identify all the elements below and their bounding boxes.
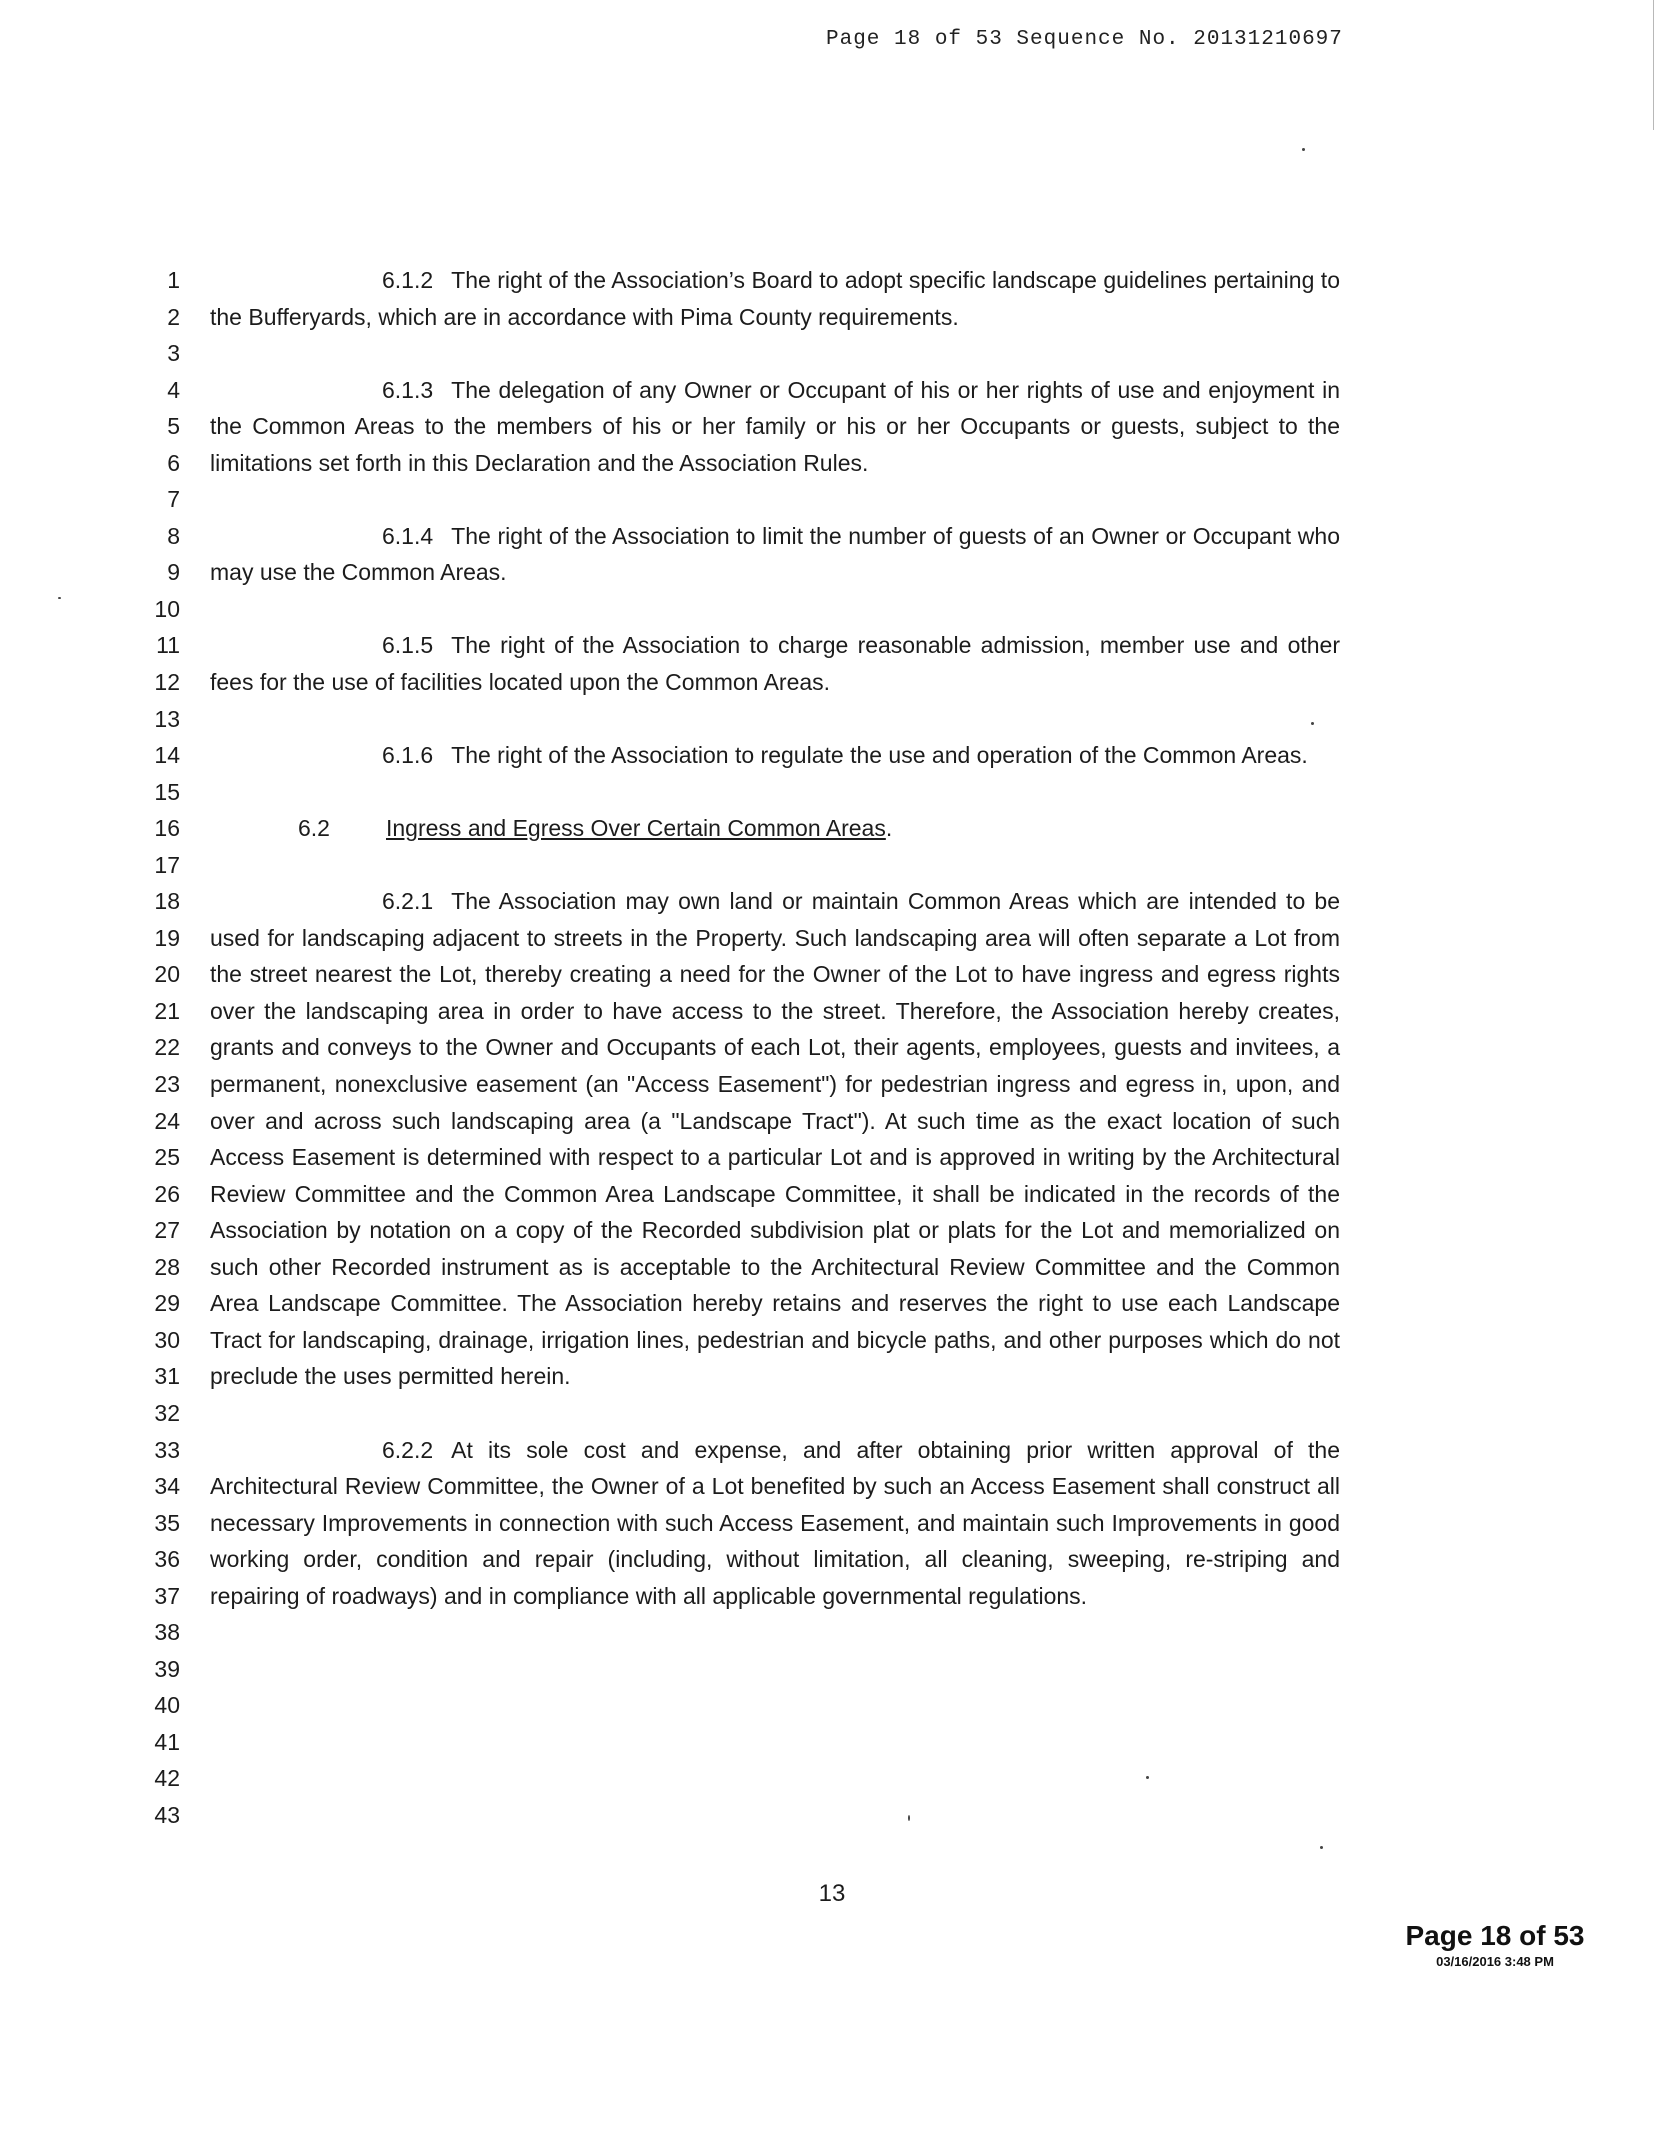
section-6-1-6 bbox=[210, 737, 1340, 774]
line-number: 33 bbox=[154, 1436, 180, 1463]
line-number: 5 bbox=[167, 413, 180, 440]
section-number: 6.1.2 bbox=[382, 267, 434, 293]
section-number: 6.1.6 bbox=[382, 742, 434, 769]
scan-speck bbox=[908, 1815, 910, 1821]
section-text: The delegation of any Owner or Occupant of his or her rights of use and enjoyment in the Common Areas to the members of his or her family or his or her Occupants or guests, subject to the limitations set forth in this Declaration and the Association Rules. bbox=[210, 376, 1340, 476]
section-number: 6.1.3 bbox=[382, 376, 434, 403]
line-number: 41 bbox=[154, 1728, 180, 1755]
section-text: The right of the Association to charge reasonable admission, member use and other fees for the use of facilities located upon the Common Areas. bbox=[210, 632, 1340, 696]
line-number: 39 bbox=[154, 1655, 180, 1682]
line-number: 21 bbox=[154, 997, 180, 1024]
section-number: 6.1.4 bbox=[382, 522, 434, 549]
section-6-2-2 bbox=[210, 1432, 1340, 1615]
line-number: 16 bbox=[154, 815, 180, 842]
scan-edge-line bbox=[1653, 0, 1654, 130]
line-number: 3 bbox=[167, 340, 180, 367]
line-number: 15 bbox=[154, 778, 180, 805]
sequence-header: Page 18 of 53 Sequence No. 20131210697 bbox=[826, 28, 1343, 51]
section-number: 6.2 bbox=[298, 815, 330, 842]
section-6-1-5 bbox=[210, 627, 1340, 700]
line-number: 36 bbox=[154, 1546, 180, 1573]
line-number: 25 bbox=[154, 1144, 180, 1171]
line-number: 14 bbox=[154, 742, 180, 769]
section-text: The right of the Association’s Board to adopt specific landscape guidelines pertaining to the Bufferyards, which are in accordance with Pima County requirements. bbox=[210, 267, 1340, 330]
line-number: 23 bbox=[154, 1071, 180, 1098]
section-6-1-4 bbox=[210, 518, 1340, 591]
scan-speck bbox=[1302, 148, 1305, 151]
section-title: Ingress and Egress Over Certain Common Areas bbox=[386, 815, 886, 842]
section-6-2-heading bbox=[210, 810, 1340, 847]
section-6-1-2 bbox=[210, 262, 1340, 335]
line-number: 27 bbox=[154, 1217, 180, 1244]
stamp-date: 03/16/2016 3:48 PM bbox=[1436, 1954, 1554, 1969]
line-number: 32 bbox=[154, 1399, 180, 1426]
line-number: 10 bbox=[154, 595, 180, 622]
recorder-stamp bbox=[1380, 1920, 1610, 1969]
line-number: 26 bbox=[154, 1180, 180, 1207]
line-number-column bbox=[130, 262, 180, 1834]
line-number: 28 bbox=[154, 1253, 180, 1280]
section-6-2-1 bbox=[210, 883, 1340, 1395]
line-number: 42 bbox=[154, 1765, 180, 1792]
line-number: 9 bbox=[167, 559, 180, 586]
line-number: 40 bbox=[154, 1692, 180, 1719]
line-number: 12 bbox=[154, 669, 180, 696]
line-number: 11 bbox=[156, 632, 180, 659]
section-number: 6.2.2 bbox=[382, 1436, 434, 1463]
scan-speck bbox=[58, 597, 61, 599]
section-text: At its sole cost and expense, and after obtaining prior written approval of the Architectural Review Committee, the Owner of a Lot benefited by such an Access Easement shall construct all necessary Improvements in connection with such Access Easement, and maintain such Improvements in good working order, condition and repair (including, without limitation, all cleaning, sweeping, re-striping and repairing of roadways) and in compliance with all applicable governmental regulations. bbox=[210, 1436, 1340, 1609]
line-number: 34 bbox=[154, 1473, 180, 1500]
stamp-page-count: Page 18 of 53 bbox=[1405, 1920, 1585, 1951]
section-text: The right of the Association to regulate the use and operation of the Common Areas. bbox=[451, 742, 1308, 769]
line-number: 13 bbox=[154, 705, 180, 732]
line-number: 19 bbox=[154, 924, 180, 951]
line-number: 43 bbox=[154, 1801, 180, 1828]
line-number: 22 bbox=[154, 1034, 180, 1061]
line-number: 2 bbox=[167, 303, 180, 330]
line-number: 18 bbox=[154, 888, 180, 915]
line-number: 24 bbox=[154, 1107, 180, 1134]
scan-speck bbox=[1311, 722, 1314, 725]
line-number: 29 bbox=[154, 1290, 180, 1317]
line-number: 17 bbox=[154, 851, 180, 878]
section-6-1-3 bbox=[210, 372, 1340, 482]
line-number: 20 bbox=[154, 961, 180, 988]
section-title-period: . bbox=[885, 815, 893, 842]
section-text: The Association may own land or maintain Common Areas which are intended to be used for landscaping adjacent to streets in the Property. Such landscaping area will often separate a Lot from the street nearest the Lot, thereby creating a need for the Owner of the Lot to have ingress and egress rights over the landscaping area in order to have access to the street. Therefore, the Association hereby creates, grants and conveys to the Owner and Occupants of each Lot, their agents, employees, guests and invitees, a permanent, nonexclusive easement (an "Access Easement") for pedestrian ingress and egress in, upon, and over and across such landscaping area (a "Landscape Tract"). At such time as the exact location of such Access Easement is determined with respect to a particular Lot and is approved in writing by the Architectural Review Committee and the Common Area Landscape Committee, it shall be indicated in the records of the Association by notation on a copy of the Recorded subdivision plat or plats for the Lot and memorialized on such other Recorded instrument as is acceptable to the Architectural Review Committee and the Common Area Landscape Committee. The Association hereby retains and reserves the right to use each Landscape Tract for landscaping, drainage, irrigation lines, pedestrian and bicycle paths, and other purposes which do not preclude the uses permitted herein. bbox=[210, 888, 1340, 1390]
line-number: 31 bbox=[154, 1363, 180, 1390]
line-number: 4 bbox=[167, 376, 180, 403]
page-number: 13 bbox=[818, 1880, 846, 1907]
line-number: 8 bbox=[167, 522, 180, 549]
section-number: 6.2.1 bbox=[382, 888, 434, 915]
line-number: 37 bbox=[154, 1582, 180, 1609]
line-number: 1 bbox=[167, 267, 180, 293]
line-number: 6 bbox=[167, 449, 180, 476]
line-number: 38 bbox=[154, 1619, 180, 1646]
line-number: 35 bbox=[154, 1509, 180, 1536]
section-text: The right of the Association to limit the number of guests of an Owner or Occupant who may use the Common Areas. bbox=[210, 522, 1340, 586]
document-body bbox=[210, 262, 1340, 1651]
scan-speck bbox=[1320, 1846, 1323, 1849]
line-number: 7 bbox=[167, 486, 180, 513]
scan-speck bbox=[1146, 1776, 1149, 1779]
line-number: 30 bbox=[154, 1326, 180, 1353]
section-number: 6.1.5 bbox=[382, 632, 434, 659]
